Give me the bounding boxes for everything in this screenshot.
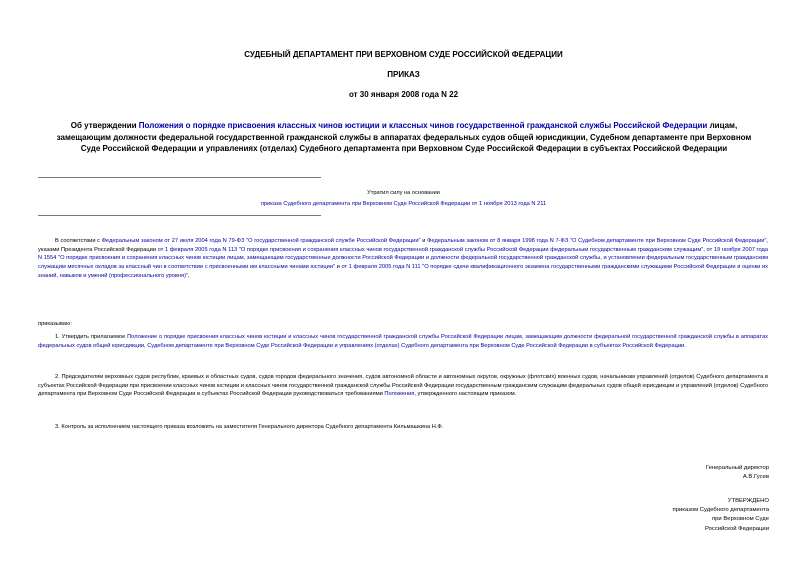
- item-2-text: 2. Председателям верховных судов республик, краевых и областных судов, судов городов федерального значения, судов автономной области и автономных округов, окружных (флотских) военных судов, начальникам управлений (отделов) Судебного департамента в субъектах Российской Федерации при присвоении классных чинов юстиции и классных чинов государственной гражданской службы Российской Федерации государственным гражданским служащим федеральных судов общей юрисдикции и управлений (отделов) Судебного департамента при Верховном Суде Российской Федерации в субъектах Российской Федерации руководствоваться требованиями: [38, 374, 768, 398]
- approved-line-4: Российской Федерации: [704, 525, 769, 532]
- title-rest: лицам, замещающим должности федеральной государственной гражданской службы в аппаратах федеральных судов общей юрисдикции, Судебном департаменте при Верховном Суде Российской Федерации и управлениях (отделах) Судебного департамента при Верховном Суде Российской Федерации в субъектах Российской Федерации: [56, 121, 752, 153]
- doc-date-number: от 30 января 2008 года N 22: [348, 90, 459, 99]
- preamble-paragraph: [38, 237, 768, 281]
- preamble-text-2: и: [420, 238, 428, 244]
- law-7fz-link[interactable]: Федеральным законом от 8 января 1998 года N 7-ФЗ "О Судебном департаменте при Верховном Суде Российской Федерации": [427, 238, 767, 244]
- item-1-text: 1. Утвердить прилагаемое: [55, 334, 128, 340]
- title-prefix: Об утверждении: [70, 121, 137, 130]
- preamble-text-6: ,: [188, 272, 190, 279]
- status-repeal-link[interactable]: приказа Судебного департамента при Верховном Суде Российской Федерации от 1 ноября 2013 года N 211: [260, 201, 547, 207]
- org-heading: СУДЕБНЫЙ ДЕПАРТАМЕНТ ПРИ ВЕРХОВНОМ СУДЕ РОССИЙСКОЙ ФЕДЕРАЦИИ: [244, 50, 563, 59]
- signer-name: А.В.Гусев: [742, 474, 769, 481]
- item-2-end: , утвержденного настоящим приказом.: [414, 391, 517, 398]
- signature-block: [706, 464, 769, 482]
- doc-title: [48, 120, 760, 155]
- title-link[interactable]: Положения о порядке присвоения классных чинов юстиции и классных чинов государственной гражданской службы Российской Федерации: [138, 121, 708, 130]
- item-3: 3. Контроль за исполнением настоящего приказа возложить на заместителя Генерального директора Судебного департамента Кильмашкина Н.Ф.: [55, 424, 444, 430]
- regulation-short-link[interactable]: Положения: [384, 391, 415, 398]
- law-79fz-link[interactable]: Федеральным законом от 27 июля 2004 года N 79-ФЗ "О государственной гражданской службе Российской Федерации": [101, 238, 421, 244]
- signer-position: Генеральный директор: [705, 465, 769, 471]
- status-divider-top: [38, 177, 321, 178]
- status-line: Утратил силу на основании: [367, 190, 440, 196]
- approved-label: УТВЕРЖДЕНО: [727, 498, 769, 504]
- preamble-text-1: В соответствии с: [55, 238, 102, 244]
- preamble-text-4: ,: [703, 246, 707, 253]
- decree-1554-link[interactable]: от 19 ноября 2007 года N 1554 "О порядке присвоения и сохранения классных чинов юстиции лицам, замещающим государственные должности Российской Федерации и должности федеральной государственной гражданской службы, и установлении федеральным государственным гражданским служащим месячных окладов за классный чин в соответствии с присвоенными им классными чинами юстиции": [38, 246, 769, 271]
- item-1-end: .: [684, 342, 686, 349]
- status-divider-bottom: [38, 215, 321, 216]
- regulation-link[interactable]: Положение о порядке присвоения классных чинов юстиции и классных чинов государственной гражданской службы Российской Федерации лицам, замещающим должности федеральной государственной гражданской службы в аппаратах федеральных судов общей юрисдикции, Судебном департаменте при Верховном Суде Российской Федерации и управлениях (отделах) Судебного департамента при Верховном Суде Российской Федерации в субъектах Российской Федерации: [38, 334, 768, 349]
- approved-line-2: приказом Судебного департамента: [672, 507, 769, 514]
- approval-block: [673, 497, 769, 534]
- approved-line-3: при Верховном Суде: [711, 516, 769, 523]
- preamble-text-3: , указами Президента Российской Федерации: [38, 238, 769, 253]
- decree-113-link[interactable]: от 1 февраля 2005 года N 113 "О порядке присвоения и сохранения классных чинов государственной гражданской службы Российской Федерации федеральным государственным гражданским служащим": [157, 246, 704, 253]
- doc-type: ПРИКАЗ: [387, 70, 420, 79]
- item-1: [38, 333, 768, 350]
- item-2: [38, 373, 768, 399]
- decree-111-link[interactable]: от 1 февраля 2005 года N 111 "О порядке сдачи квалификационного экзамена государственными гражданскими служащими Российской Федерации и оценки их знаний, навыков и умений (профессионального уровня)": [38, 264, 768, 279]
- preamble-text-5: и: [335, 264, 342, 271]
- order-word: приказываю:: [38, 321, 72, 327]
